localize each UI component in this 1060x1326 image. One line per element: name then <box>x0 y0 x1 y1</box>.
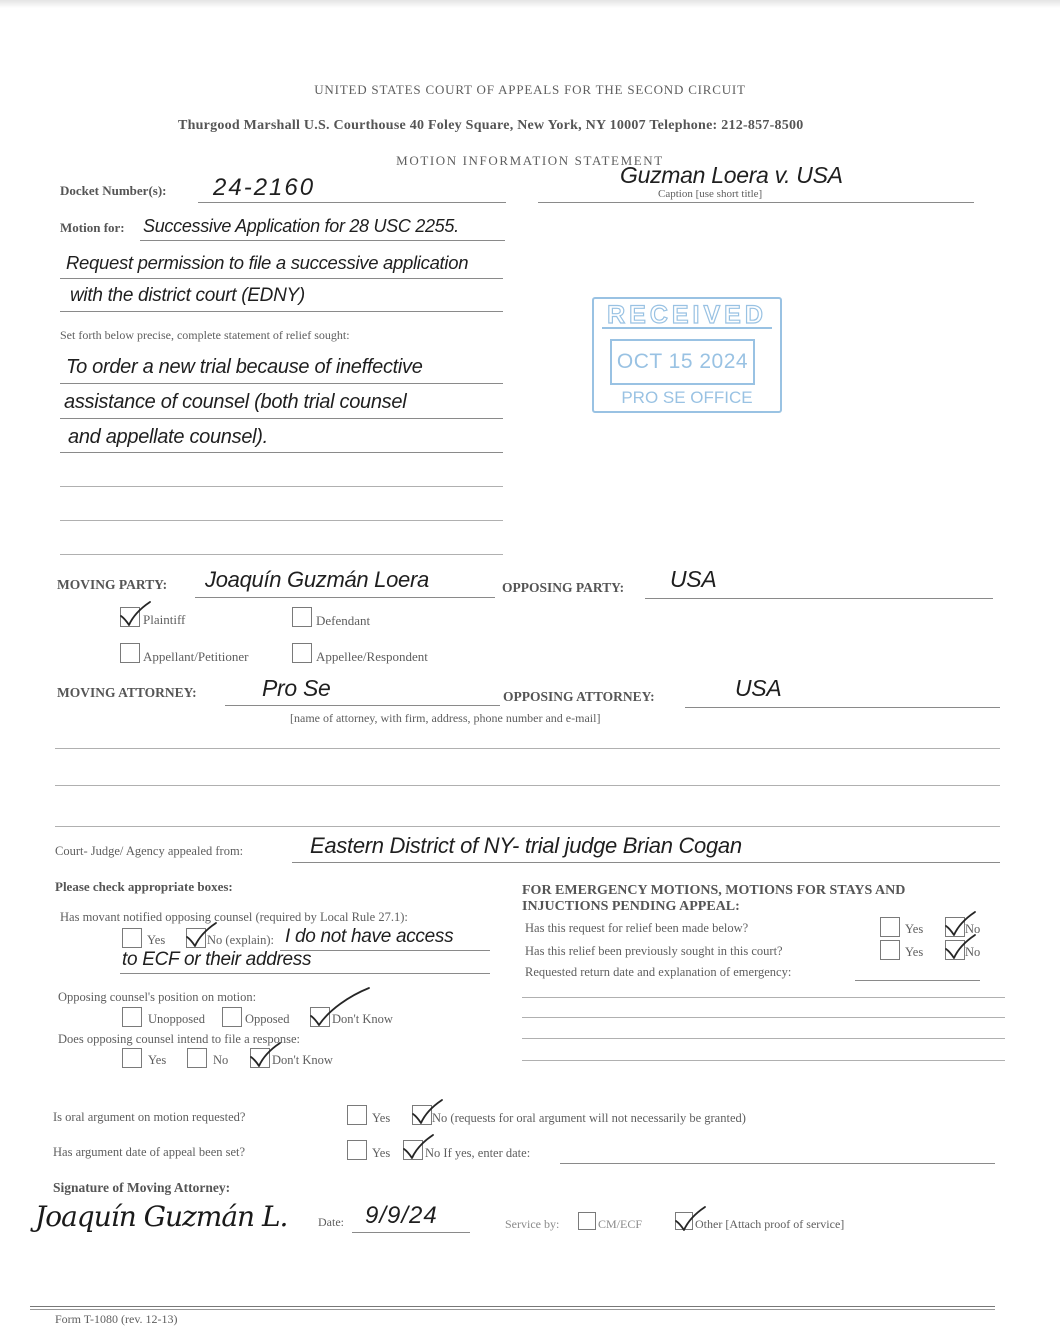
made-below-no-label: No <box>965 922 981 936</box>
position-question: Opposing counsel's position on motion: <box>58 990 257 1004</box>
court-address: Thurgood Marshall U.S. Courthouse 40 Foley Square, New York, NY 10007 Telephone: 212-857-8500 <box>178 118 804 133</box>
response-dont-know-checkbox <box>250 1048 270 1068</box>
made-below-question: Has this request for relief been made below? <box>525 921 749 935</box>
attorney-blank-line <box>55 785 1000 786</box>
notified-explanation-underline <box>120 973 490 974</box>
argument-date-no-checkbox <box>403 1140 423 1160</box>
oral-argument-question: Is oral argument on motion requested? <box>53 1110 246 1124</box>
response-no-label: No <box>213 1053 229 1067</box>
moving-party-label: MOVING PARTY: <box>57 577 168 592</box>
position-opposed-checkbox <box>222 1007 242 1027</box>
opposing-party-underline <box>645 598 993 599</box>
sought-before-question: Has this relief been previously sought in this court? <box>525 944 783 958</box>
defendant-checkbox <box>292 607 312 627</box>
motion-for-underline-2 <box>60 278 503 279</box>
caption-value: Guzman Loera v. USA <box>620 162 843 188</box>
relief-line-2: assistance of counsel (both trial counsel <box>64 391 407 413</box>
oral-argument-no-label: No (requests for oral argument will not necessarily be granted) <box>432 1111 746 1125</box>
moving-party-value: Joaquín Guzmán Loera <box>205 567 429 592</box>
relief-underline-2 <box>60 418 503 419</box>
court-name: UNITED STATES COURT OF APPEALS FOR THE SECOND CIRCUIT <box>314 82 746 97</box>
docket-value: 24-2160 <box>213 174 316 201</box>
argument-date-question: Has argument date of appeal been set? <box>53 1145 246 1159</box>
emergency-blank-line <box>522 1017 1005 1018</box>
position-opposed-label: Opposed <box>245 1012 290 1026</box>
relief-blank-line <box>60 554 503 555</box>
relief-blank-line <box>60 486 503 487</box>
return-date-underline <box>855 980 980 981</box>
appellee-respondent-checkbox <box>292 643 312 663</box>
argument-date-no-label: No If yes, enter date: <box>425 1146 531 1160</box>
docket-underline <box>198 202 506 203</box>
relief-line-1: To order a new trial because of ineffective <box>66 356 423 378</box>
motion-for-line-1: Successive Application for 28 USC 2255. <box>143 216 459 236</box>
argument-date-underline <box>560 1163 995 1164</box>
sought-before-yes-label: Yes <box>905 945 924 959</box>
caption-label: Caption [use short title] <box>658 188 763 200</box>
emergency-blank-line <box>522 1038 1005 1039</box>
notified-explanation-line-2: to ECF or their address <box>122 949 312 970</box>
appellant-petitioner-checkbox <box>120 643 140 663</box>
attorney-blank-line <box>55 826 1000 827</box>
opposing-attorney-label: OPPOSING ATTORNEY: <box>503 689 655 704</box>
made-below-yes-label: Yes <box>905 922 924 936</box>
received-stamp <box>592 297 782 413</box>
notified-yes-label: Yes <box>147 933 166 947</box>
sought-before-no-checkbox <box>945 940 965 960</box>
opposing-attorney-value: USA <box>735 675 782 701</box>
response-yes-checkbox <box>122 1048 142 1068</box>
attorney-signature: Joaquín Guzmán L. <box>35 1200 288 1233</box>
position-dont-know-label: Don't Know <box>332 1012 393 1026</box>
emergency-heading-line-1: FOR EMERGENCY MOTIONS, MOTIONS FOR STAYS AND <box>522 883 906 898</box>
oral-argument-yes-label: Yes <box>372 1111 391 1125</box>
argument-date-yes-label: Yes <box>372 1146 391 1160</box>
position-unopposed-label: Unopposed <box>148 1012 205 1026</box>
response-question: Does opposing counsel intend to file a response: <box>58 1032 300 1046</box>
position-unopposed-checkbox <box>122 1007 142 1027</box>
moving-attorney-underline <box>225 705 500 706</box>
caption-underline <box>538 202 974 203</box>
service-other-label: Other [Attach proof of service] <box>695 1217 845 1231</box>
moving-party-underline <box>195 597 495 598</box>
appealed-from-underline <box>292 862 1000 863</box>
relief-line-3: and appellate counsel). <box>68 426 268 448</box>
appellant-petitioner-label: Appellant/Petitioner <box>143 649 249 664</box>
scan-edge-shading <box>0 0 1060 8</box>
emergency-blank-line <box>522 1060 1005 1061</box>
opposing-party-label: OPPOSING PARTY: <box>502 580 625 595</box>
stamp-date: OCT 15 2024 <box>610 339 755 385</box>
notified-no-label: No (explain): <box>207 933 274 947</box>
footer-rule <box>30 1309 995 1310</box>
form-title: MOTION INFORMATION STATEMENT <box>396 153 664 168</box>
argument-date-yes-checkbox <box>347 1140 367 1160</box>
signature-label: Signature of Moving Attorney: <box>53 1180 231 1195</box>
date-underline <box>352 1232 470 1233</box>
response-yes-label: Yes <box>148 1053 167 1067</box>
motion-for-underline-1 <box>140 240 505 241</box>
moving-attorney-value: Pro Se <box>262 675 331 701</box>
plaintiff-checkbox <box>120 607 140 627</box>
attorney-hint: [name of attorney, with firm, address, phone number and e-mail] <box>290 711 601 725</box>
date-value: 9/9/24 <box>365 1202 438 1229</box>
position-dont-know-checkbox <box>310 1007 330 1027</box>
oral-argument-yes-checkbox <box>347 1105 367 1125</box>
stamp-office: PRO SE OFFICE <box>621 388 753 407</box>
service-cmecf-label: CM/ECF <box>598 1217 643 1231</box>
emergency-blank-line <box>522 997 1005 998</box>
moving-attorney-label: MOVING ATTORNEY: <box>57 685 197 700</box>
appellee-respondent-label: Appellee/Respondent <box>316 649 428 664</box>
motion-for-label: Motion for: <box>60 220 125 235</box>
relief-underline-3 <box>60 452 503 453</box>
notified-no-checkbox <box>186 928 206 948</box>
plaintiff-label: Plaintiff <box>143 612 186 627</box>
service-other-checkbox <box>675 1212 693 1230</box>
motion-for-underline-3 <box>60 311 503 312</box>
notified-question: Has movant notified opposing counsel (required by Local Rule 27.1): <box>60 910 408 924</box>
emergency-heading-line-2: INJUCTIONS PENDING APPEAL: <box>522 899 740 914</box>
service-label: Service by: <box>505 1217 560 1231</box>
footer-rule <box>30 1306 995 1307</box>
made-below-yes-checkbox <box>880 917 900 937</box>
notified-yes-checkbox <box>122 928 142 948</box>
appealed-from-value: Eastern District of NY- trial judge Brian Cogan <box>310 833 742 858</box>
motion-for-line-3: with the district court (EDNY) <box>70 285 305 306</box>
docket-label: Docket Number(s): <box>60 183 167 198</box>
service-cmecf-checkbox <box>578 1212 596 1230</box>
opposing-party-value: USA <box>670 566 717 592</box>
motion-for-line-2: Request permission to file a successive application <box>66 252 469 273</box>
response-dont-know-label: Don't Know <box>272 1053 333 1067</box>
stamp-title: RECEIVED <box>607 301 767 329</box>
appealed-from-label: Court- Judge/ Agency appealed from: <box>55 844 244 858</box>
oral-argument-no-checkbox <box>412 1105 432 1125</box>
notified-explanation-underline <box>280 950 490 951</box>
relief-label: Set forth below precise, complete statement of relief sought: <box>60 328 350 342</box>
return-date-label: Requested return date and explanation of emergency: <box>525 965 792 979</box>
defendant-label: Defendant <box>316 613 371 628</box>
attorney-blank-line <box>55 748 1000 749</box>
check-boxes-heading: Please check appropriate boxes: <box>55 879 233 894</box>
relief-underline-1 <box>60 383 503 384</box>
date-label: Date: <box>318 1215 344 1229</box>
notified-explanation-line-1: I do not have access <box>285 926 454 947</box>
relief-blank-line <box>60 520 503 521</box>
form-number: Form T-1080 (rev. 12-13) <box>55 1312 178 1326</box>
sought-before-yes-checkbox <box>880 940 900 960</box>
response-no-checkbox <box>187 1048 207 1068</box>
opposing-attorney-underline <box>685 707 1000 708</box>
sought-before-no-label: No <box>965 945 981 959</box>
